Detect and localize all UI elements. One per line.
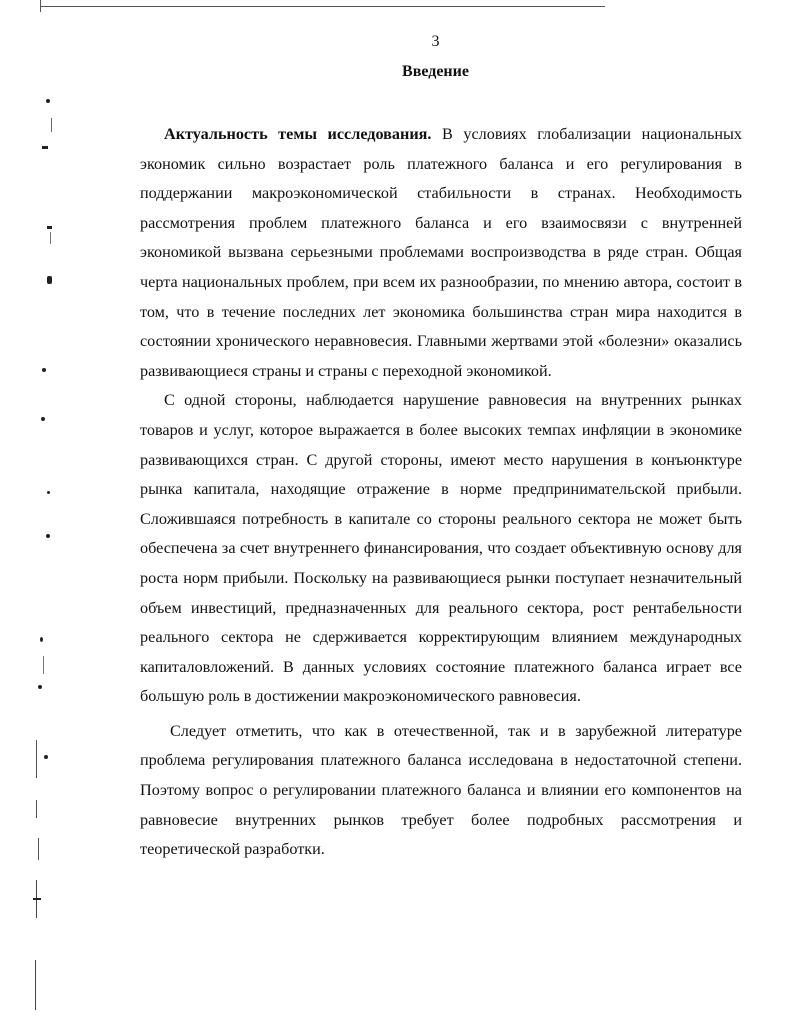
scan-mark xyxy=(47,226,52,229)
paragraph-lead: Актуальность темы исследования. xyxy=(164,125,432,143)
scan-mark xyxy=(38,685,42,689)
scan-mark xyxy=(36,800,37,818)
scan-mark xyxy=(40,637,43,642)
scan-mark xyxy=(42,146,48,149)
scan-mark xyxy=(43,656,44,674)
scan-mark xyxy=(50,232,51,244)
scan-mark xyxy=(46,534,50,538)
paragraph-2: С одной стороны, наблюдается нарушение равновесия на внутренних рынках товаров и услуг, которое выражается в более высоких темпах инфляции в экономике развивающихся стран. С другой стороны, имеют место нарушения в конъюнктуре рынка капитала, находящие отражение в норме предпринимательской прибыли. Сложившаяся потребность в капитале со стороны реального сектора не может быть обеспечена за счет внутреннего финансирования, что создает объективную основу для роста норм прибыли. Поскольку на развивающиеся рынки поступает незначительный объем инвестиций, предназначенных для реального сектора, рост рентабельности реального сектора не сдерживается корректирующим влиянием международных капиталовложений. В данных условиях состояние платежного баланса играет все большую роль в достижении макроэкономического равновесия. xyxy=(140,391,742,706)
paragraph-3: Следует отметить, что как в отечественной, так и в зарубежной литературе проблема регулирования платежного баланса исследована в недостаточной степени. Поэтому вопрос о регулировании платежного баланса и влиянии его компонентов на равновесие внутренних рынков требует более подробных рассмотрения и теоретической разработки. xyxy=(140,721,742,859)
scan-mark xyxy=(44,755,48,759)
section-heading: Введение xyxy=(402,63,469,80)
scan-mark xyxy=(46,99,50,103)
scan-mark xyxy=(42,368,46,372)
scan-mark xyxy=(35,960,36,1010)
scan-mark xyxy=(51,118,52,132)
paragraph-text: В условиях глобализации национальных экономик сильно возрастает роль платежного баланса и его регулирования в поддержании макроэкономической стабильности в странах. Необходимость рассмотрения проблем платежного баланса и его взаимосвязи с внутренней экономикой вызвана серьезными проблемами воспроизводства в ряде стран. Общая черта национальных проблем, при всем их разнообразии, по мнению автора, состоит в том, что в течение последних лет экономика большинства стран мира находится в состоянии хронического неравновесия. Главными жертвами этой «болезни» оказались развивающиеся страны и страны с переходной экономикой. xyxy=(140,125,742,380)
scan-mark xyxy=(38,838,39,860)
scan-left-edge xyxy=(40,0,41,12)
scan-mark xyxy=(41,417,45,421)
scan-mark xyxy=(33,898,41,900)
scan-top-edge xyxy=(40,6,605,7)
paragraph-1 xyxy=(140,120,742,386)
page-number: 3 xyxy=(431,33,440,50)
scan-mark xyxy=(47,491,50,494)
scan-mark xyxy=(47,276,52,284)
body-text xyxy=(140,120,742,865)
scan-mark xyxy=(36,740,37,778)
